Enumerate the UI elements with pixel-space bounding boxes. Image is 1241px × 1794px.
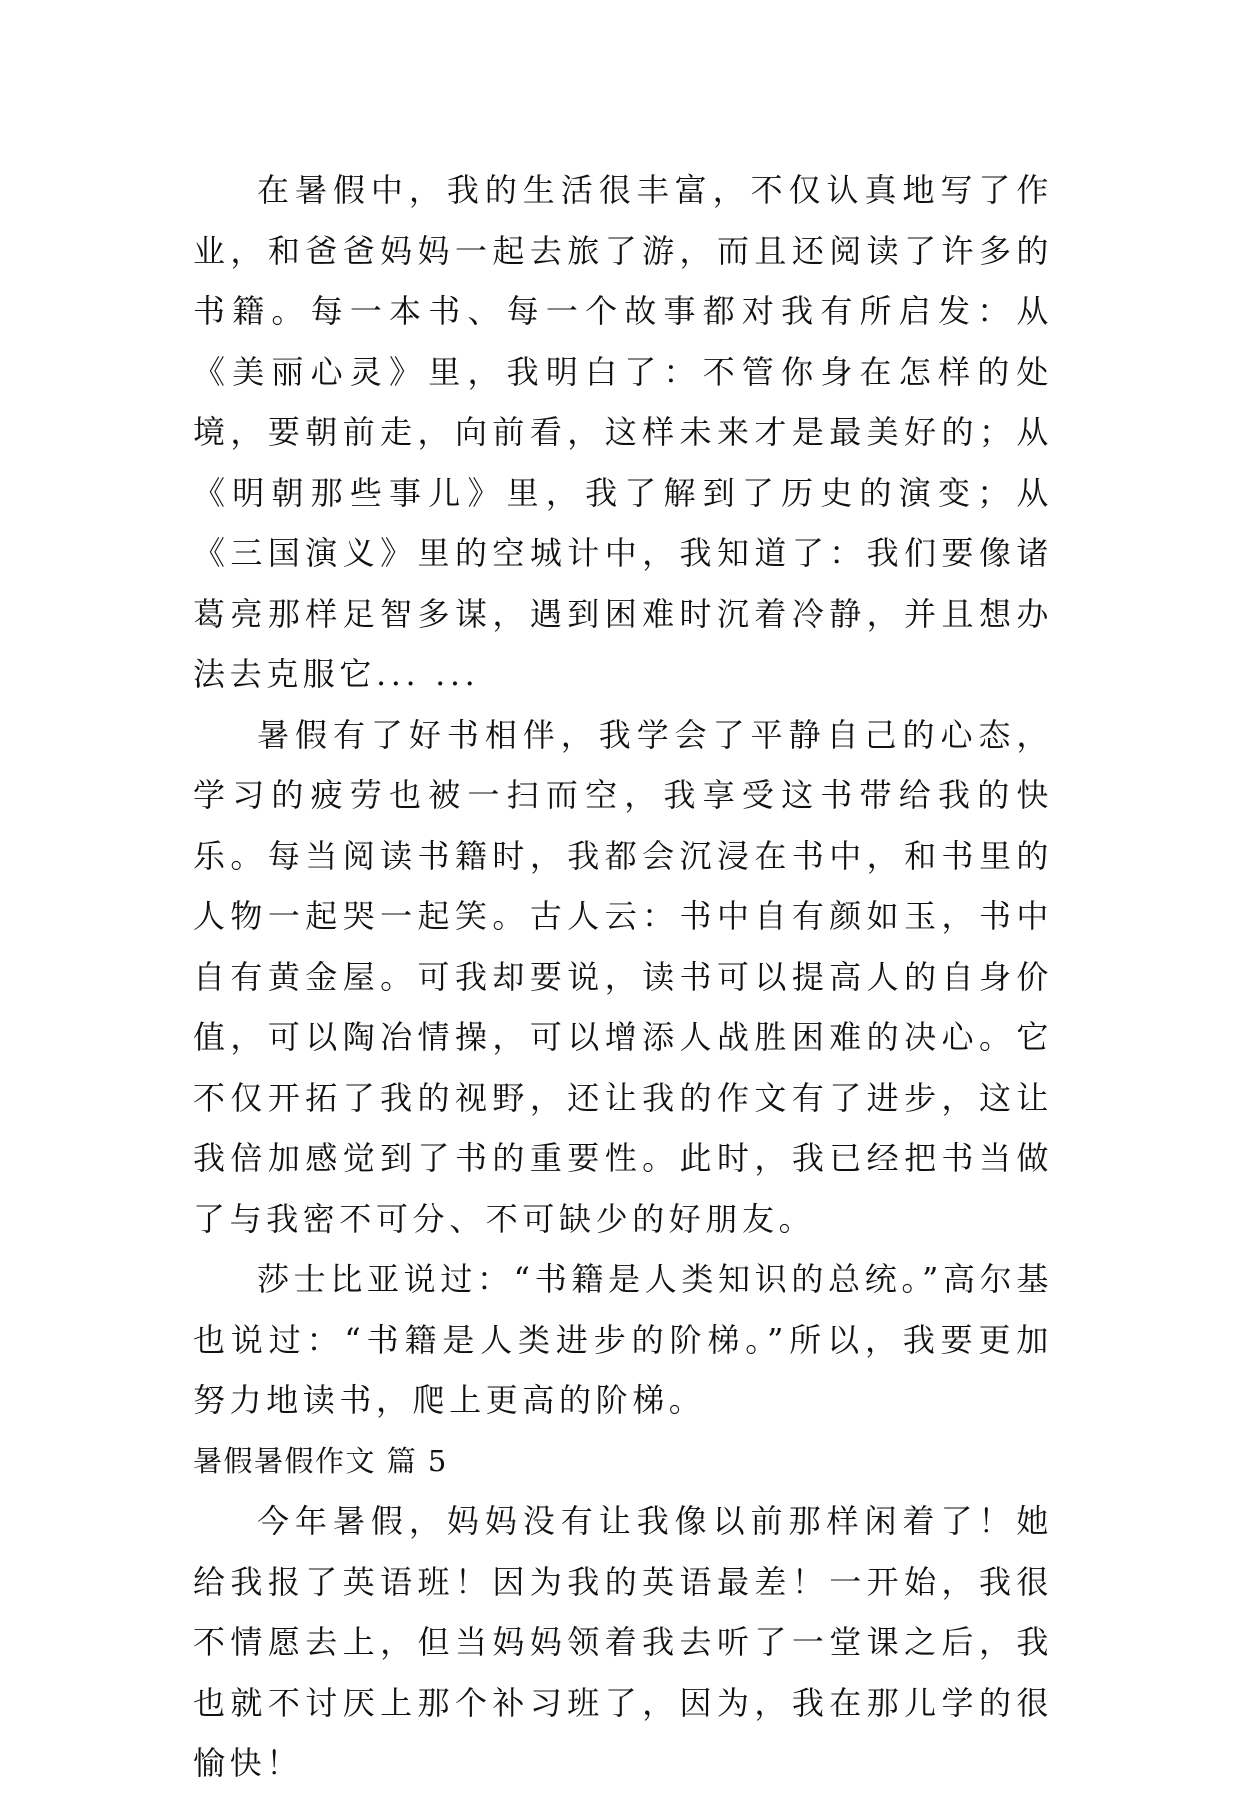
paragraph-english-class: 今年暑假，妈妈没有让我像以前那样闲着了！她给我报了英语班！因为我的英语最差！一开始，我很不情愿去上，但当妈妈领着我去听了一堂课之后，我也就不讨厌上那个补习班了，因为，我在那儿学的很愉快！ [193, 1502, 1053, 1782]
paragraph-good-books: 暑假有了好书相伴，我学会了平静自己的心态，学习的疲劳也被一扫而空，我享受这书带给我的快乐。每当阅读书籍时，我都会沉浸在书中，和书里的人物一起哭一起笑。古人云：书中自有颜如玉，书中自有黄金屋。可我却要说，读书可以提高人的自身价值，可以陶冶情操，可以增添人战胜困难的决心。它不仅开拓了我的视野，还让我的作文有了进步，这让我倍加感觉到了书的重要性。此时，我已经把书当做了与我密不可分、不可缺少的好朋友。 [193, 715, 1053, 1238]
paragraph-quotes: 莎士比亚说过：“书籍是人类知识的总统。”高尔基也说过：“书籍是人类进步的阶梯。”所以，我要更加努力地读书，爬上更高的阶梯。 [193, 1260, 1053, 1419]
paragraph-summer-reading: 在暑假中，我的生活很丰富，不仅认真地写了作业，和爸爸妈妈一起去旅了游，而且还阅读了许多的书籍。每一本书、每一个故事都对我有所启发：从《美丽心灵》里，我明白了：不管你身在怎样的处境，要朝前走，向前看，这样未来才是最美好的；从《明朝那些事儿》里，我了解到了历史的演变；从《三国演义》里的空城计中，我知道了：我们要像诸葛亮那样足智多谋，遇到困难时沉着冷静，并且想办法去克服它... ... [193, 171, 1053, 693]
document-page [193, 160, 1053, 1794]
section-heading: 暑假暑假作文 篇 5 [193, 1443, 448, 1478]
